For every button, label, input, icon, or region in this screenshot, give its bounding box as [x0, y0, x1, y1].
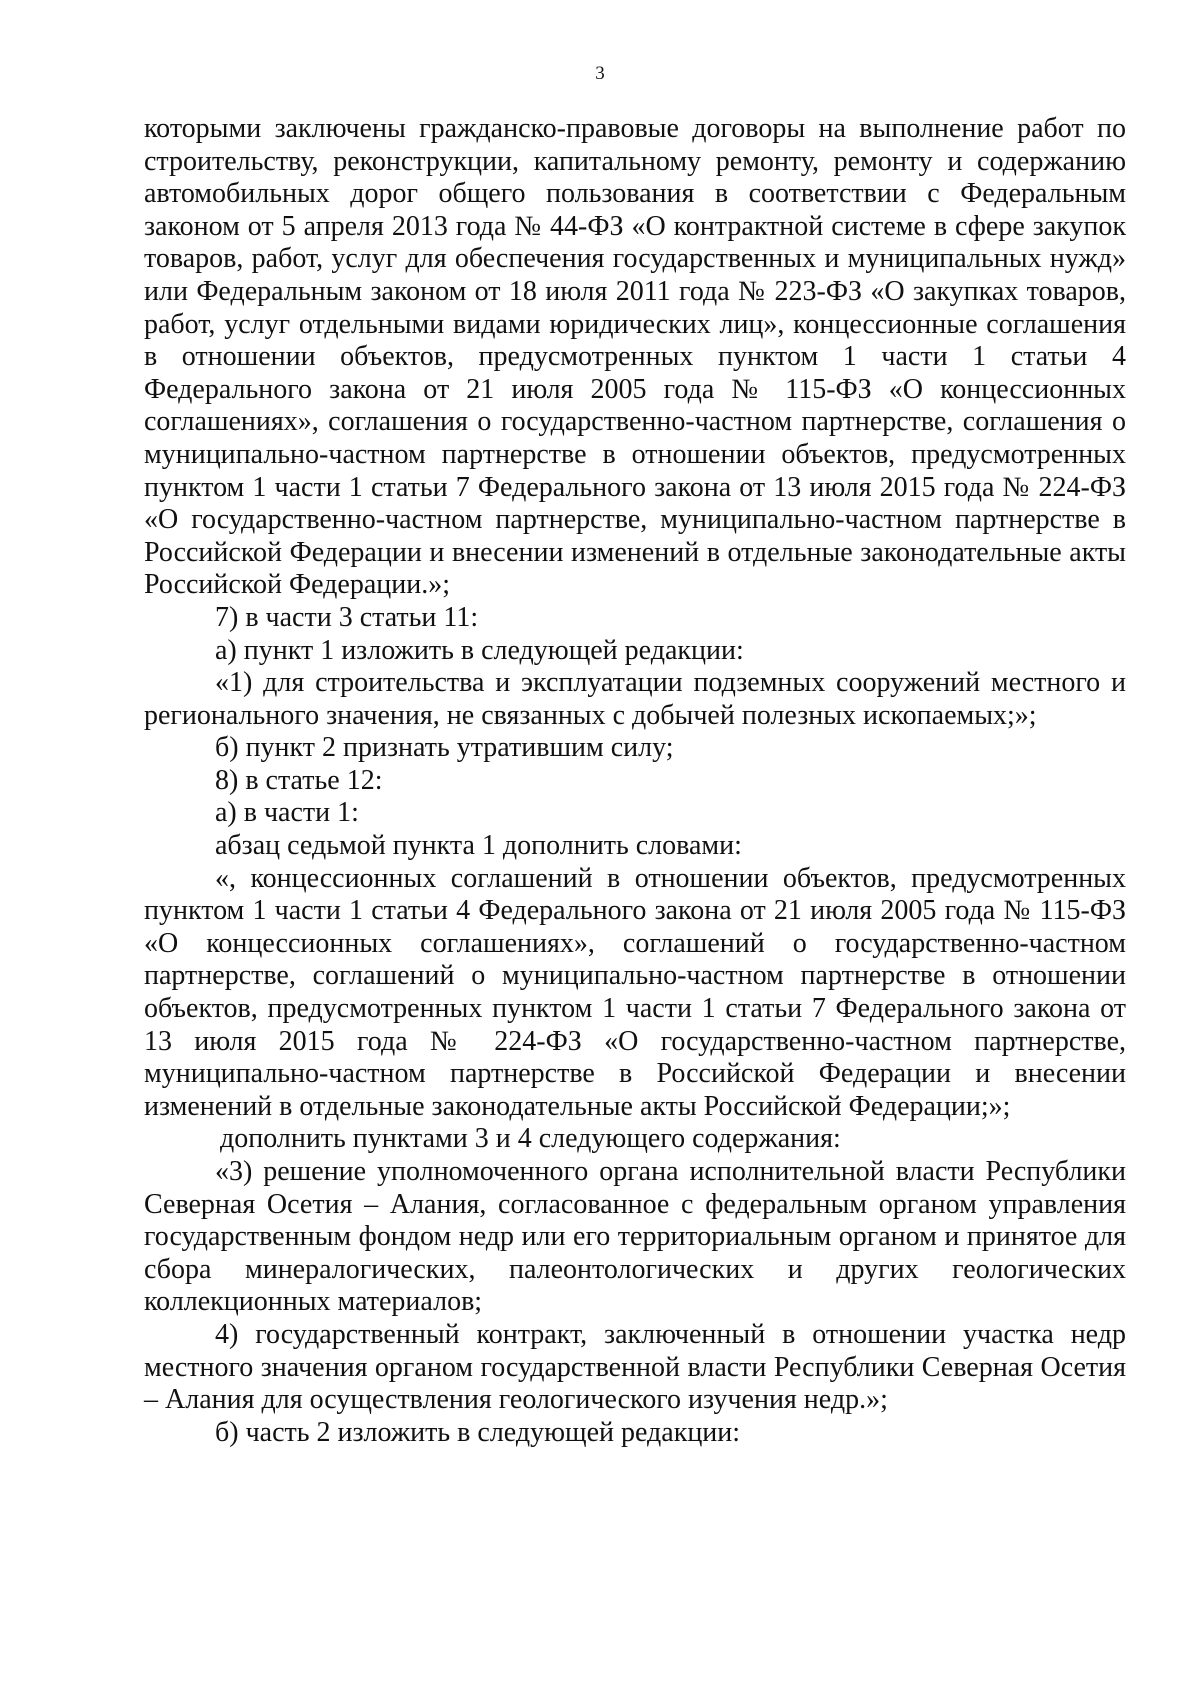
paragraph-quote-concession: «, концессионных соглашений в отношении объектов, предусмотренных пунктом 1 части 1 статьи 4 Федерального закона от 21 июля 2005 года № 115-ФЗ «О концессионных соглашениях», соглашений о государственно-частном партнерстве, соглашений о муниципально-частном партнерстве в отношении объектов, предусмотренных пунктом 1 части 1 статьи 7 Федерального закона от 13 июля 2015 года № 224-ФЗ «О государственно-частном партнерстве, муниципально-частном партнерстве в Российской Федерации и внесении изменений в отдельные законодательные акты Российской Федерации;»; [144, 862, 1126, 1122]
paragraph-quote-3: «3) решение уполномоченного органа исполнительной власти Республики Северная Осетия – Алания, согласованное с федеральным органом управления государственным фондом недр или его территориальным органом и принятое для сбора минералогических, палеонтологических и других геологических коллекционных материалов; [144, 1156, 1126, 1318]
paragraph-subitem-b-part-2: б) часть 2 изложить в следующей редакции: [215, 1416, 741, 1448]
paragraph-add-items: дополнить пунктами 3 и 4 следующего содержания: [220, 1123, 841, 1155]
paragraph-item-8: 8) в статье 12: [215, 764, 383, 796]
paragraph-continuation: которыми заключены гражданско-правовые договоры на выполнение работ по строительству, реконструкции, капитальному ремонту, ремонту и содержанию автомобильных дорог общего пользования в соответствии с Федеральным законом от 5 апреля 2013 года № 44-ФЗ «О контрактной системе в сфере закупок товаров, работ, услуг для обеспечения государственных и муниципальных нужд» или Федеральным законом от 18 июля 2011 года № 223-ФЗ «О закупках товаров, работ, услуг отдельными видами юридических лиц», концессионные соглашения в отношении объектов, предусмотренных пунктом 1 части 1 статьи 4 Федерального закона от 21 июля 2005 года № 115-ФЗ «О концессионных соглашениях», соглашения о государственно-частном партнерстве, соглашения о муниципально-частном партнерстве в отношении объектов, предусмотренных пунктом 1 части 1 статьи 7 Федерального закона от 13 июля 2015 года № 224-ФЗ «О государственно-частном партнерстве, муниципально-частном партнерстве в Российской Федерации и внесении изменений в отдельные законодательные акты Российской Федерации.»; [144, 113, 1126, 601]
document-body [144, 113, 1126, 1449]
paragraph-subitem-b: б) пункт 2 признать утратившим силу; [215, 732, 674, 764]
paragraph-item-4: 4) государственный контракт, заключенный в отношении участка недр местного значения органом государственной власти Республики Северная Осетия – Алания для осуществления геологического изучения недр.»; [144, 1318, 1126, 1416]
paragraph-abzac-seventh: абзац седьмой пункта 1 дополнить словами: [215, 830, 742, 862]
paragraph-subitem-a: а) пункт 1 изложить в следующей редакции: [215, 634, 744, 666]
paragraph-subitem-a-part-1: а) в части 1: [215, 797, 359, 829]
page-number: 3 [595, 63, 605, 84]
paragraph-quote-1: «1) для строительства и эксплуатации подземных сооружений местного и регионального значения, не связанных с добычей полезных ископаемых;»; [144, 667, 1126, 731]
paragraph-item-7: 7) в части 3 статьи 11: [215, 601, 479, 633]
